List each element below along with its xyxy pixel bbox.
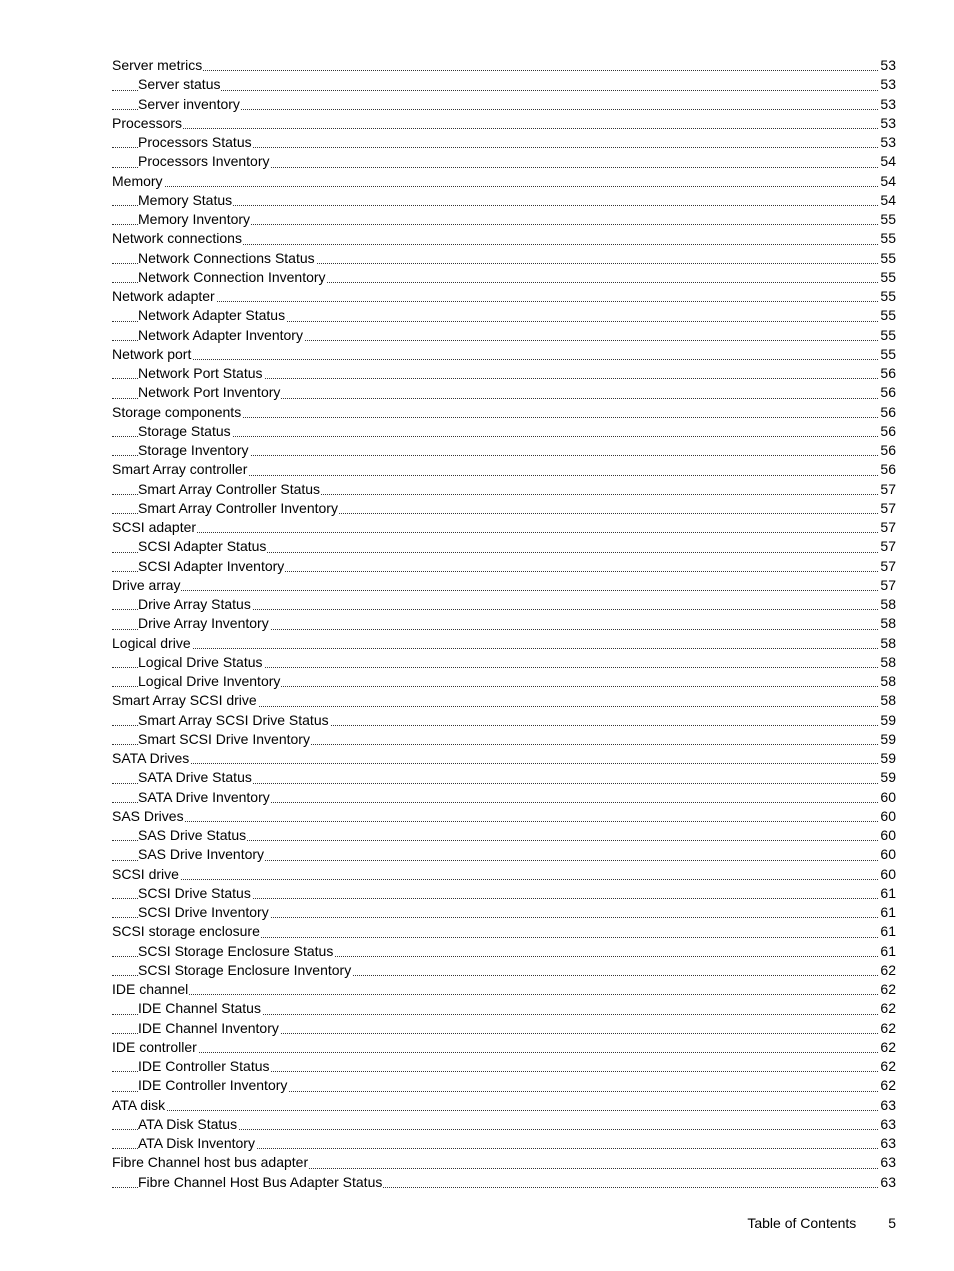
toc-entry[interactable]: [112, 865, 896, 884]
toc-dot-leader: [112, 70, 896, 71]
toc-entry-page: 55: [879, 268, 896, 287]
toc-entry-page: 55: [879, 306, 896, 325]
toc-entry-title: Storage components: [112, 403, 242, 420]
toc-entry[interactable]: [112, 961, 896, 980]
toc-entry-title: SATA Drive Inventory: [138, 788, 270, 805]
toc-entry-title: SCSI storage enclosure: [112, 923, 260, 940]
toc-entry[interactable]: [112, 345, 896, 364]
toc-entry[interactable]: [112, 1096, 896, 1115]
toc-entry-page: 59: [879, 730, 896, 749]
toc-entry[interactable]: [112, 1173, 896, 1192]
table-of-contents: [112, 56, 896, 1192]
toc-entry[interactable]: [112, 480, 896, 499]
toc-entry-title: SCSI Storage Enclosure Status: [138, 942, 334, 959]
toc-entry-page: 55: [879, 326, 896, 345]
toc-entry-page: 56: [879, 460, 896, 479]
toc-entry[interactable]: [112, 229, 896, 248]
toc-entry-page: 62: [879, 1057, 896, 1076]
toc-entry[interactable]: [112, 634, 896, 653]
toc-entry[interactable]: [112, 1115, 896, 1134]
toc-entry[interactable]: [112, 306, 896, 325]
toc-entry-title: Smart Array controller: [112, 461, 248, 478]
toc-entry-page: 55: [879, 229, 896, 248]
toc-entry-title: Network Port Inventory: [138, 384, 281, 401]
toc-entry-title: Processors: [112, 114, 183, 131]
toc-entry-title: Network Port Status: [138, 365, 263, 381]
toc-dot-leader: [112, 532, 896, 533]
toc-entry-title: Smart Array SCSI Drive Status: [138, 711, 329, 728]
toc-entry-page: 60: [879, 826, 896, 845]
toc-entry-page: 57: [879, 576, 896, 595]
toc-entry[interactable]: [112, 191, 896, 210]
toc-entry[interactable]: [112, 172, 896, 191]
toc-entry[interactable]: [112, 576, 896, 595]
toc-entry-title: SCSI Adapter Status: [138, 538, 267, 555]
toc-entry[interactable]: [112, 326, 896, 345]
toc-entry-title: SCSI Adapter Inventory: [138, 557, 285, 574]
toc-dot-leader: [112, 821, 896, 822]
toc-entry-page: 55: [879, 249, 896, 268]
toc-dot-leader: [112, 359, 896, 360]
toc-entry-page: 54: [879, 172, 896, 191]
toc-entry[interactable]: [112, 537, 896, 556]
toc-entry-page: 62: [879, 961, 896, 980]
toc-entry-page: 57: [879, 557, 896, 576]
toc-entry-page: 57: [879, 480, 896, 499]
toc-entry[interactable]: [112, 711, 896, 730]
toc-entry-title: Drive Array Status: [138, 596, 251, 612]
toc-entry-page: 61: [879, 884, 896, 903]
toc-entry-title: Network connections: [112, 230, 242, 247]
toc-entry[interactable]: [112, 903, 896, 922]
toc-entry-page: 54: [879, 152, 896, 171]
toc-entry-page: 58: [879, 653, 896, 672]
toc-entry-page: 53: [879, 114, 896, 133]
toc-entry[interactable]: [112, 807, 896, 826]
toc-entry-page: 56: [879, 403, 896, 422]
toc-entry-title: Memory: [112, 172, 163, 189]
toc-entry-page: 53: [879, 95, 896, 114]
toc-entry-page: 63: [879, 1096, 896, 1115]
toc-entry-page: 58: [879, 672, 896, 691]
toc-dot-leader: [112, 879, 896, 880]
toc-entry-title: Server metrics: [112, 57, 203, 73]
toc-entry-title: Network Connections Status: [138, 249, 315, 266]
toc-entry-page: 62: [879, 1076, 896, 1095]
toc-entry[interactable]: [112, 56, 896, 75]
toc-dot-leader: [112, 301, 896, 302]
toc-entry[interactable]: [112, 460, 896, 479]
toc-entry-page: 57: [879, 518, 896, 537]
toc-dot-leader: [112, 648, 896, 649]
toc-entry-page: 57: [879, 499, 896, 518]
toc-entry[interactable]: [112, 749, 896, 768]
toc-entry[interactable]: [112, 75, 896, 94]
toc-entry-title: Network port: [112, 345, 192, 362]
toc-entry-page: 62: [879, 1019, 896, 1038]
toc-entry-title: IDE channel: [112, 981, 189, 997]
toc-entry[interactable]: [112, 95, 896, 114]
toc-entry-page: 58: [879, 634, 896, 653]
toc-entry[interactable]: [112, 422, 896, 441]
toc-entry[interactable]: [112, 364, 896, 383]
toc-entry-title: Network Adapter Inventory: [138, 326, 303, 343]
toc-entry[interactable]: [112, 999, 896, 1018]
toc-dot-leader: [112, 1052, 896, 1053]
toc-entry-page: 56: [879, 383, 896, 402]
toc-entry-title: SAS Drive Status: [138, 827, 247, 843]
toc-entry[interactable]: [112, 114, 896, 133]
toc-dot-leader: [112, 128, 896, 129]
toc-entry-title: IDE controller: [112, 1038, 197, 1055]
toc-entry[interactable]: [112, 133, 896, 152]
toc-entry[interactable]: [112, 1134, 896, 1153]
toc-entry-page: 53: [879, 75, 896, 94]
toc-entry-title: SCSI Drive Inventory: [138, 904, 269, 920]
toc-entry-title: Server inventory: [138, 95, 240, 112]
toc-entry-page: 62: [879, 1038, 896, 1057]
toc-entry-page: 63: [879, 1134, 896, 1153]
toc-entry[interactable]: [112, 672, 896, 691]
toc-entry-page: 61: [879, 922, 896, 941]
toc-entry-title: Fibre Channel Host Bus Adapter Status: [138, 1173, 383, 1190]
toc-entry-title: Memory Status: [138, 191, 233, 208]
toc-entry-title: SAS Drives: [112, 807, 184, 824]
toc-entry-title: SAS Drive Inventory: [138, 846, 265, 863]
toc-entry[interactable]: [112, 1153, 896, 1172]
toc-entry-title: Drive array: [112, 576, 181, 593]
toc-entry-title: SCSI Storage Enclosure Inventory: [138, 961, 352, 978]
toc-entry-title: Network adapter: [112, 288, 215, 304]
toc-entry[interactable]: [112, 557, 896, 576]
toc-entry[interactable]: [112, 518, 896, 537]
toc-entry[interactable]: [112, 845, 896, 864]
toc-entry-page: 57: [879, 537, 896, 556]
toc-entry-page: 59: [879, 768, 896, 787]
toc-entry[interactable]: [112, 1019, 896, 1038]
toc-entry[interactable]: [112, 287, 896, 306]
toc-entry-title: Logical drive: [112, 634, 191, 651]
toc-entry[interactable]: [112, 499, 896, 518]
toc-entry-title: Network Connection Inventory: [138, 268, 326, 285]
toc-entry-page: 59: [879, 711, 896, 730]
toc-entry-title: Processors Inventory: [138, 153, 270, 170]
toc-dot-leader: [112, 90, 896, 91]
toc-entry-title: Network Adapter Status: [138, 307, 286, 324]
toc-entry[interactable]: [112, 441, 896, 460]
toc-entry-title: IDE Channel Inventory: [138, 1019, 279, 1036]
toc-entry-page: 60: [879, 788, 896, 807]
toc-entry-page: 58: [879, 691, 896, 710]
toc-entry[interactable]: [112, 980, 896, 999]
toc-entry-title: SCSI Drive Status: [138, 884, 251, 901]
toc-entry-title: IDE Channel Status: [138, 1000, 261, 1017]
toc-entry-page: 55: [879, 287, 896, 306]
toc-entry[interactable]: [112, 922, 896, 941]
toc-entry-title: Storage Inventory: [138, 442, 249, 458]
toc-entry-page: 59: [879, 749, 896, 768]
toc-entry-title: Memory Inventory: [138, 211, 251, 227]
toc-entry-page: 58: [879, 595, 896, 614]
toc-entry-title: SCSI drive: [112, 865, 179, 882]
toc-entry-title: Storage Status: [138, 422, 231, 439]
toc-dot-leader: [112, 994, 896, 995]
toc-entry[interactable]: [112, 1057, 896, 1076]
toc-entry-title: IDE Controller Status: [138, 1058, 270, 1074]
toc-entry-title: Server status: [138, 76, 221, 93]
toc-entry-title: SATA Drives: [112, 750, 190, 766]
toc-dot-leader: [112, 763, 896, 764]
toc-entry[interactable]: [112, 614, 896, 633]
toc-entry[interactable]: [112, 1038, 896, 1057]
toc-entry-title: SATA Drive Status: [138, 769, 252, 786]
toc-entry[interactable]: [112, 249, 896, 268]
toc-entry-title: IDE Controller Inventory: [138, 1077, 288, 1094]
toc-entry-page: 55: [879, 345, 896, 364]
toc-dot-leader: [112, 186, 896, 187]
toc-entry[interactable]: [112, 730, 896, 749]
toc-dot-leader: [112, 1110, 896, 1111]
toc-entry-page: 56: [879, 441, 896, 460]
toc-entry-title: Drive Array Inventory: [138, 615, 269, 632]
toc-entry-title: Smart Array Controller Inventory: [138, 499, 338, 516]
toc-entry[interactable]: [112, 152, 896, 171]
toc-entry[interactable]: [112, 768, 896, 787]
toc-entry-page: 60: [879, 807, 896, 826]
footer-page-number: 5: [888, 1215, 896, 1231]
toc-entry[interactable]: [112, 691, 896, 710]
toc-entry[interactable]: [112, 268, 896, 287]
toc-entry-title: Smart Array Controller Status: [138, 480, 321, 497]
toc-entry[interactable]: [112, 383, 896, 402]
footer-label: Table of Contents: [747, 1215, 857, 1231]
toc-entry-page: 54: [879, 191, 896, 210]
toc-entry[interactable]: [112, 788, 896, 807]
toc-entry[interactable]: [112, 884, 896, 903]
toc-entry[interactable]: [112, 942, 896, 961]
toc-entry-title: ATA Disk Inventory: [138, 1135, 255, 1151]
toc-entry-title: SCSI adapter: [112, 519, 197, 535]
toc-entry-page: 63: [879, 1115, 896, 1134]
toc-entry-page: 60: [879, 865, 896, 884]
toc-entry-title: ATA disk: [112, 1096, 166, 1113]
toc-dot-leader: [112, 590, 896, 591]
page-footer: [747, 1215, 896, 1231]
toc-entry-page: 53: [879, 133, 896, 152]
toc-entry-page: 63: [879, 1173, 896, 1192]
toc-entry-page: 62: [879, 999, 896, 1018]
toc-entry-page: 61: [879, 903, 896, 922]
toc-entry-page: 61: [879, 942, 896, 961]
toc-entry[interactable]: [112, 403, 896, 422]
toc-entry[interactable]: [112, 595, 896, 614]
toc-entry-title: Smart Array SCSI drive: [112, 692, 257, 709]
toc-entry[interactable]: [112, 210, 896, 229]
toc-entry-page: 56: [879, 364, 896, 383]
toc-entry-page: 53: [879, 56, 896, 75]
toc-entry-title: Logical Drive Inventory: [138, 673, 281, 689]
toc-entry-page: 55: [879, 210, 896, 229]
toc-entry-page: 60: [879, 845, 896, 864]
toc-entry[interactable]: [112, 653, 896, 672]
toc-entry-page: 63: [879, 1153, 896, 1172]
toc-entry[interactable]: [112, 1076, 896, 1095]
toc-entry[interactable]: [112, 826, 896, 845]
toc-entry-title: Logical Drive Status: [138, 653, 263, 670]
toc-entry-title: ATA Disk Status: [138, 1115, 238, 1132]
toc-entry-page: 62: [879, 980, 896, 999]
toc-entry-page: 58: [879, 614, 896, 633]
toc-entry-title: Processors Status: [138, 134, 252, 150]
toc-entry-title: Fibre Channel host bus adapter: [112, 1154, 309, 1171]
toc-entry-page: 56: [879, 422, 896, 441]
toc-entry-title: Smart SCSI Drive Inventory: [138, 730, 310, 747]
